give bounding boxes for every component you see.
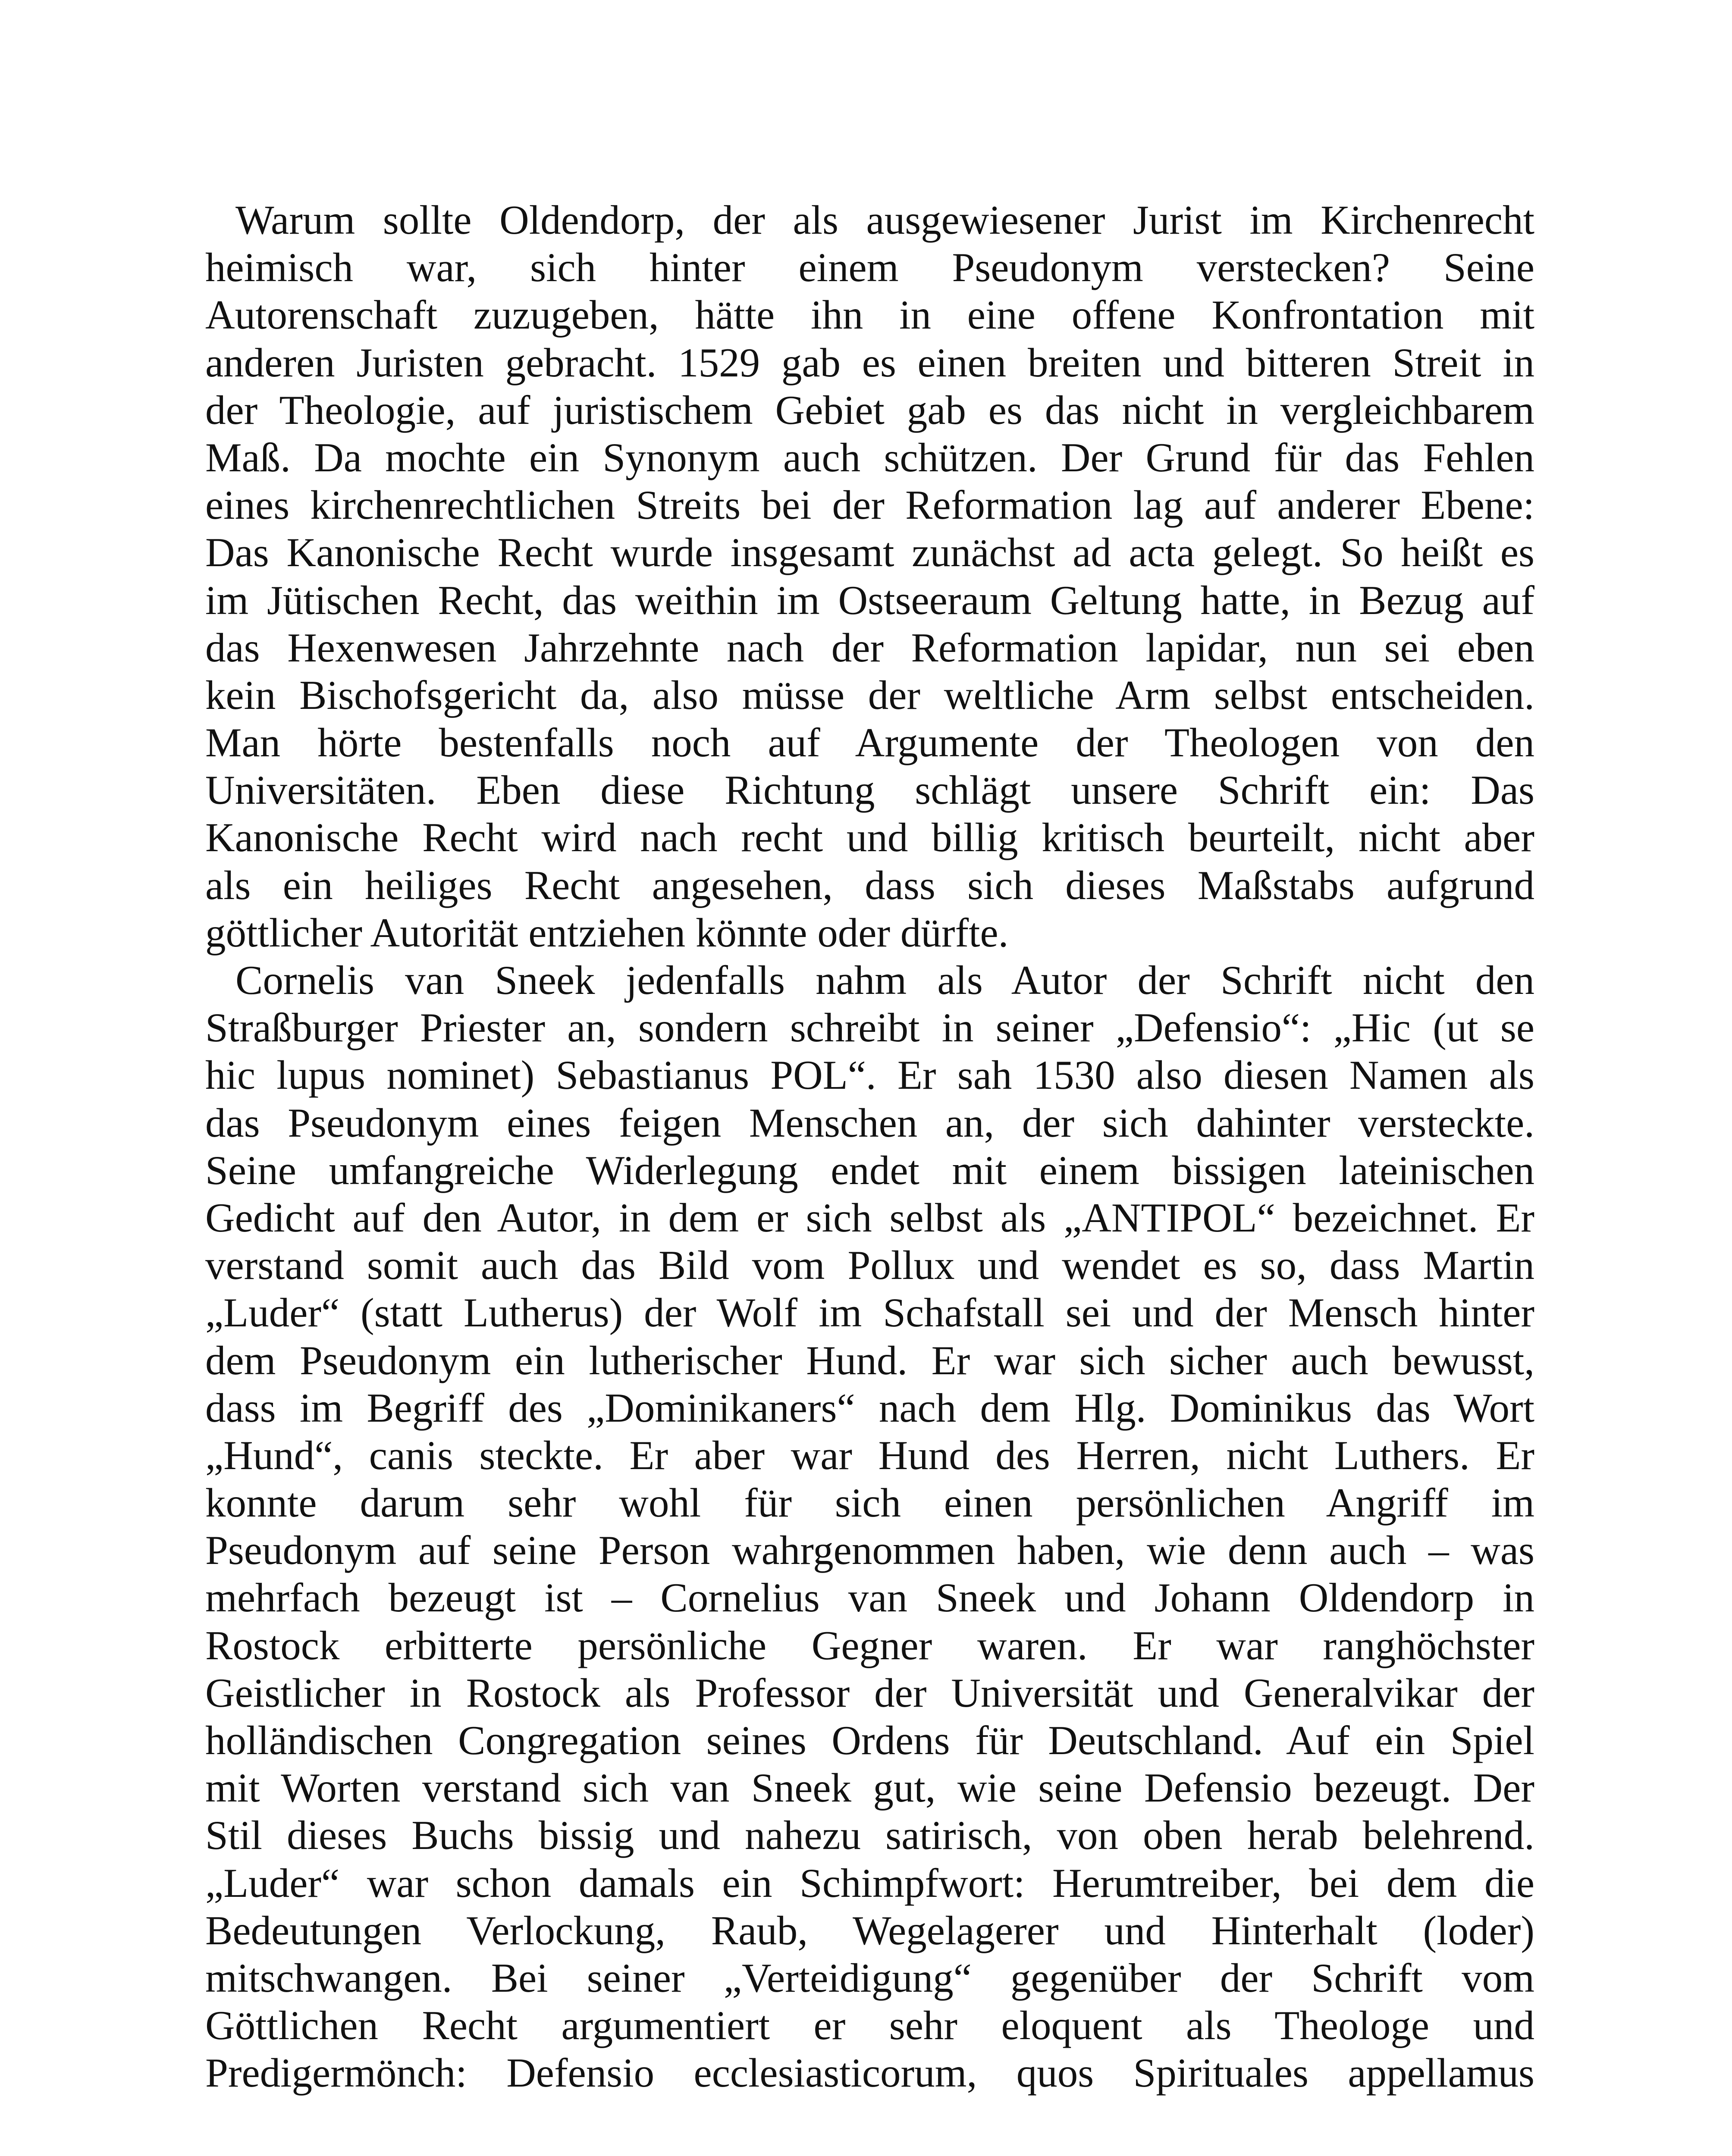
text-line: Maß. Da mochte ein Synonym auch schützen. Der Grund für das Fehlen bbox=[205, 434, 1534, 480]
text-line: Autorenschaft zuzugeben, hätte ihn in eine offene Konfrontation mit bbox=[205, 292, 1534, 338]
text-line: dass im Begriff des „Dominikaners“ nach dem Hlg. Dominikus das Wort bbox=[205, 1385, 1534, 1431]
text-line: Universitäten. Eben diese Richtung schlägt unsere Schrift ein: Das bbox=[205, 767, 1534, 813]
text-line: heimisch war, sich hinter einem Pseudonym verstecken? Seine bbox=[205, 244, 1534, 291]
text-line: Stil dieses Buchs bissig und nahezu satirisch, von oben herab belehrend. bbox=[205, 1812, 1534, 1858]
text-line: Göttlichen Recht argumentiert er sehr eloquent als Theologe und bbox=[205, 2002, 1534, 2049]
text-line: göttlicher Autorität entziehen könnte oder dürfte. bbox=[205, 909, 1009, 956]
paragraph bbox=[205, 196, 1534, 956]
text-line: der Theologie, auf juristischem Gebiet gab es das nicht in vergleichbarem bbox=[205, 387, 1534, 433]
text-line: „Luder“ war schon damals ein Schimpfwort: Herumtreiber, bei dem die bbox=[205, 1860, 1534, 1906]
text-line: „Luder“ (statt Lutherus) der Wolf im Schafstall sei und der Mensch hinter bbox=[205, 1290, 1534, 1336]
text-line: Gedicht auf den Autor, in dem er sich selbst als „ANTIPOL“ bezeichnet. Er bbox=[205, 1194, 1534, 1241]
text-line: anderen Juristen gebracht. 1529 gab es einen breiten und bitteren Streit in bbox=[205, 339, 1534, 385]
text-line: Straßburger Priester an, sondern schreibt in seiner „Defensio“: „Hic (ut se bbox=[205, 1005, 1534, 1051]
text-line: das Pseudonym eines feigen Menschen an, der sich dahinter versteckte. bbox=[205, 1100, 1534, 1146]
text-line: als ein heiliges Recht angesehen, dass sich dieses Maßstabs aufgrund bbox=[205, 862, 1534, 908]
text-line: Rostock erbitterte persönliche Gegner waren. Er war ranghöchster bbox=[205, 1622, 1534, 1668]
text-line: mit Worten verstand sich van Sneek gut, wie seine Defensio bezeugt. Der bbox=[205, 1765, 1534, 1811]
text-line: kein Bischofsgericht da, also müsse der weltliche Arm selbst entscheiden. bbox=[205, 672, 1534, 718]
text-line: „Hund“, canis steckte. Er aber war Hund des Herren, nicht Luthers. Er bbox=[205, 1432, 1534, 1478]
paragraph bbox=[205, 956, 1534, 2097]
text-line: hic lupus nominet) Sebastianus POL“. Er sah 1530 also diesen Namen als bbox=[205, 1052, 1534, 1098]
text-line: verstand somit auch das Bild vom Pollux und wendet es so, dass Martin bbox=[205, 1242, 1534, 1288]
text-line: das Hexenwesen Jahrzehnte nach der Reformation lapidar, nun sei eben bbox=[205, 624, 1534, 671]
text-line: mitschwangen. Bei seiner „Verteidigung“ gegenüber der Schrift vom bbox=[205, 1955, 1534, 2001]
text-line: konnte darum sehr wohl für sich einen persönlichen Angriff im bbox=[205, 1480, 1534, 1526]
text-line: eines kirchenrechtlichen Streits bei der Reformation lag auf anderer Ebene: bbox=[205, 482, 1534, 528]
text-line: im Jütischen Recht, das weithin im Ostseeraum Geltung hatte, in Bezug auf bbox=[205, 577, 1534, 623]
text-line: Predigermönch: Defensio ecclesiasticorum, quos Spirituales appellamus bbox=[205, 2050, 1534, 2096]
text-line: Seine umfangreiche Widerlegung endet mit einem bissigen lateinischen bbox=[205, 1147, 1534, 1193]
text-line: Warum sollte Oldendorp, der als ausgewiesener Jurist im Kirchenrecht bbox=[235, 197, 1534, 243]
text-line: dem Pseudonym ein lutherischer Hund. Er war sich sicher auch bewusst, bbox=[205, 1337, 1534, 1383]
text-line: Bedeutungen Verlockung, Raub, Wegelagerer und Hinterhalt (loder) bbox=[205, 1907, 1534, 1953]
text-line: Kanonische Recht wird nach recht und billig kritisch beurteilt, nicht aber bbox=[205, 815, 1534, 861]
text-line: Geistlicher in Rostock als Professor der Universität und Generalvikar der bbox=[205, 1670, 1534, 1716]
text-line: Pseudonym auf seine Person wahrgenommen haben, wie denn auch – was bbox=[205, 1527, 1534, 1573]
text-line: Man hörte bestenfalls noch auf Argumente der Theologen von den bbox=[205, 720, 1534, 766]
body-text bbox=[205, 196, 1534, 2097]
text-line: mehrfach bezeugt ist – Cornelius van Sneek und Johann Oldendorp in bbox=[205, 1575, 1534, 1621]
text-line: Cornelis van Sneek jedenfalls nahm als Autor der Schrift nicht den bbox=[235, 957, 1534, 1003]
text-line: Das Kanonische Recht wurde insgesamt zunächst ad acta gelegt. So heißt es bbox=[205, 530, 1534, 576]
text-line: holländischen Congregation seines Ordens für Deutschland. Auf ein Spiel bbox=[205, 1717, 1534, 1763]
